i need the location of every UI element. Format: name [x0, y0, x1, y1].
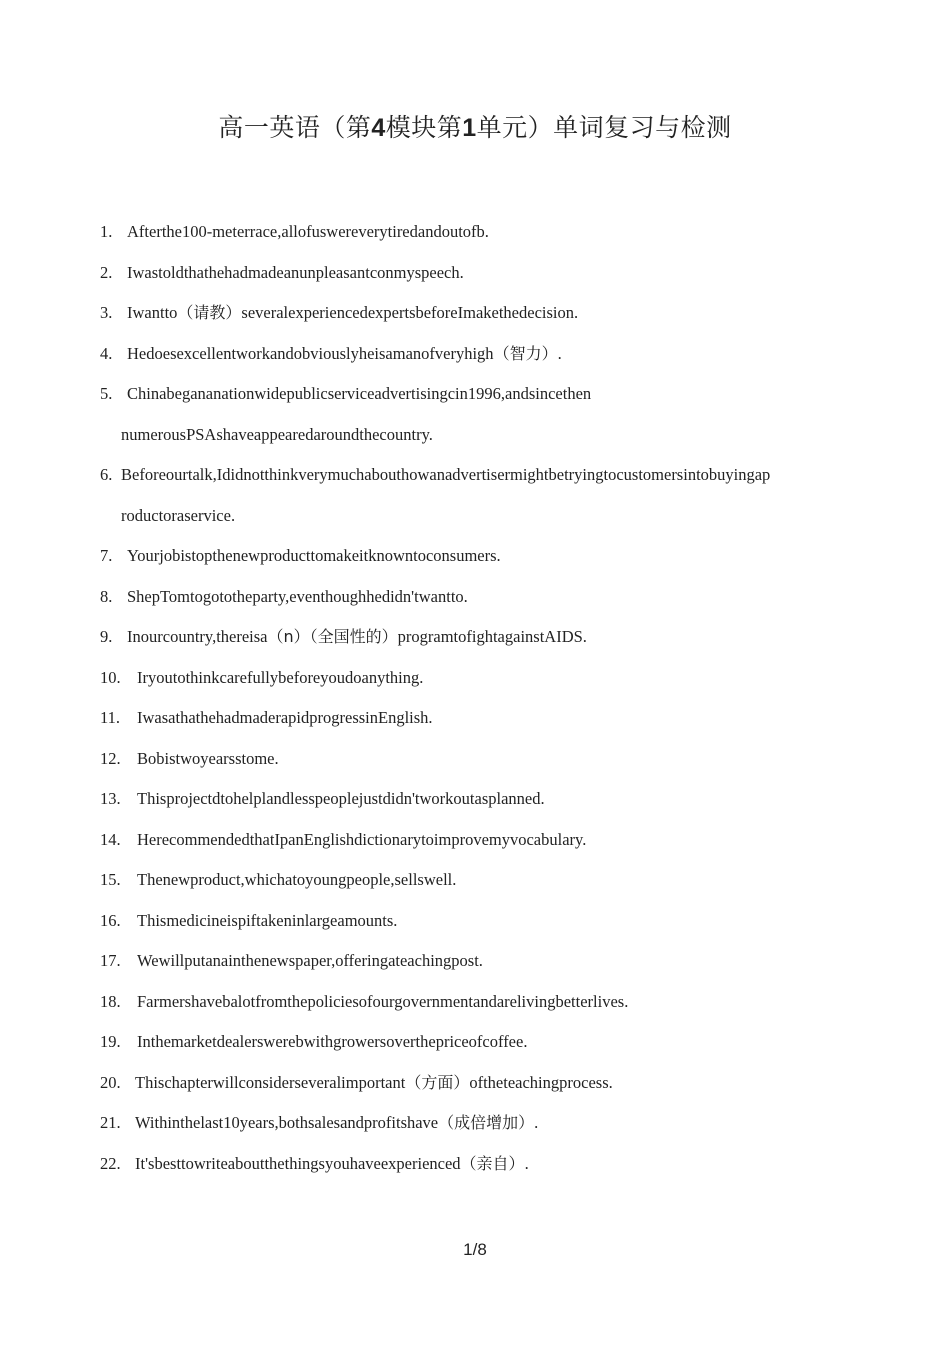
item-text: Wewillputanainthenewspaper,offeringateachingpost.	[137, 951, 483, 970]
item-number: 9.	[100, 627, 113, 646]
item-number: 15.	[100, 870, 121, 889]
item-hint: （请教）	[177, 303, 242, 322]
exercise-item-4	[100, 334, 870, 375]
item-text-continued: roductoraservice.	[121, 505, 236, 525]
item-number: 22.	[100, 1153, 121, 1173]
item-number: 6.	[100, 465, 113, 484]
item-number: 17.	[100, 951, 121, 970]
item-text: Thenewproduct,whichatoyoungpeople,sellswell.	[137, 870, 457, 889]
item-text: Beforeourtalk,Ididnotthinkverymuchabouthowanadvertisermightbetryingtocustomersintobuyingap	[121, 465, 771, 484]
item-number: 21.	[100, 1113, 121, 1132]
item-number: 16.	[100, 910, 121, 930]
item-number: 5.	[100, 384, 113, 403]
item-number: 18.	[100, 991, 121, 1011]
item-number: 12.	[100, 748, 121, 768]
item-text: .	[534, 1113, 539, 1132]
exercise-item-6	[100, 455, 870, 496]
item-text: Chinabegananationwidepublicserviceadvertisingcin1996,andsincethen	[127, 384, 592, 403]
exercise-item-1	[100, 212, 870, 253]
item-text: Withinthelast10years,bothsalesandprofitshave	[135, 1113, 439, 1132]
item-hint: （亲自）	[460, 1153, 525, 1173]
item-number: 13.	[100, 789, 121, 808]
item-number: 3.	[100, 303, 113, 322]
item-number: 4.	[100, 343, 113, 363]
exercise-item-9	[100, 617, 870, 658]
title-text-1: 高一英语（第	[218, 113, 372, 142]
item-text: Iwantto	[127, 303, 178, 322]
item-number: 20.	[100, 1072, 121, 1092]
exercise-item-8	[100, 577, 870, 618]
item-text: IwasathathehadmaderapidprogressinEnglish.	[137, 708, 433, 727]
item-text: Iryoutothinkcarefullybeforeyoudoanything.	[137, 667, 424, 687]
item-text: .	[524, 1153, 529, 1173]
exercise-list	[100, 212, 870, 1184]
item-text: It'sbesttowriteaboutthethingsyouhaveexperienced	[135, 1153, 461, 1173]
item-text: Bobistwoyearsstome.	[137, 748, 279, 768]
title-text-2: 模块第	[385, 113, 463, 142]
item-text-continued: numerousPSAshaveappearedaroundthecountry.	[121, 424, 433, 444]
exercise-item-5	[100, 374, 870, 415]
item-hint: （智力）	[493, 343, 558, 363]
item-hint: （方面）	[405, 1072, 470, 1092]
item-text: ShepTomtogototheparty,eventhoughhedidn'twantto.	[127, 586, 468, 606]
exercise-item-22	[100, 1144, 870, 1185]
item-text: Thismedicineispiftakeninlargeamounts.	[137, 910, 398, 930]
item-number: 8.	[100, 586, 113, 606]
exercise-item-3	[100, 293, 870, 334]
item-text: Iwastoldthathehadmadeanunpleasantconmyspeech.	[127, 262, 464, 282]
item-text: Yourjobistopthenewproducttomakeitknowntoconsumers.	[127, 546, 501, 565]
item-text: Inthemarketdealerswerebwithgrowersoverthepriceofcoffee.	[137, 1032, 528, 1051]
exercise-item-19	[100, 1022, 870, 1063]
exercise-item-21	[100, 1103, 870, 1144]
exercise-item-14	[100, 820, 870, 861]
item-number: 19.	[100, 1032, 121, 1051]
title-module-number: 4	[371, 114, 386, 142]
item-text: Hedoesexcellentworkandobviouslyheisamanofveryhigh	[127, 343, 494, 363]
item-number: 11.	[100, 708, 121, 727]
exercise-item-17	[100, 941, 870, 982]
exercise-item-13	[100, 779, 870, 820]
title-unit-number: 1	[462, 114, 477, 142]
page-number: 1/8	[463, 1240, 487, 1259]
exercise-item-10	[100, 658, 870, 699]
item-text: Thisprojectdtohelplandlesspeoplejustdidn'tworkoutasplanned.	[137, 789, 545, 808]
exercise-item-5-continued	[100, 415, 870, 456]
item-number: 14.	[100, 829, 121, 849]
item-hint: （n）（全国性的）	[267, 627, 398, 646]
exercise-item-11	[100, 698, 870, 739]
exercise-item-12	[100, 739, 870, 780]
exercise-item-15	[100, 860, 870, 901]
item-text: Farmershavebalotfromthepoliciesofourgovernmentandarelivingbetterlives.	[137, 991, 629, 1011]
item-text: programtofightagainstAIDS.	[397, 627, 587, 646]
item-hint: （成倍增加）	[438, 1113, 535, 1132]
item-number: 2.	[100, 262, 113, 282]
exercise-item-2	[100, 253, 870, 294]
item-text: Thischapterwillconsiderseveralimportant	[135, 1072, 406, 1092]
item-text: oftheteachingprocess.	[469, 1072, 613, 1092]
item-text: severalexperiencedexpertsbeforeImakethedecision.	[241, 303, 579, 322]
exercise-item-7	[100, 536, 870, 577]
exercise-item-18	[100, 982, 870, 1023]
item-number: 10.	[100, 667, 121, 687]
exercise-item-6-continued	[100, 496, 870, 537]
item-text: .	[557, 343, 562, 363]
item-text: HerecommendedthatIpanEnglishdictionarytoimprovemyvocabulary.	[137, 829, 587, 849]
item-text: Afterthe100-meterrace,allofuswereverytiredandoutofb.	[127, 222, 489, 241]
item-number: 7.	[100, 546, 113, 565]
item-number: 1.	[100, 222, 113, 241]
exercise-item-20	[100, 1063, 870, 1104]
item-text: Inourcountry,thereisa	[127, 627, 268, 646]
page-title	[0, 108, 950, 144]
exercise-item-16	[100, 901, 870, 942]
title-text-3: 单元）单词复习与检测	[476, 113, 732, 142]
